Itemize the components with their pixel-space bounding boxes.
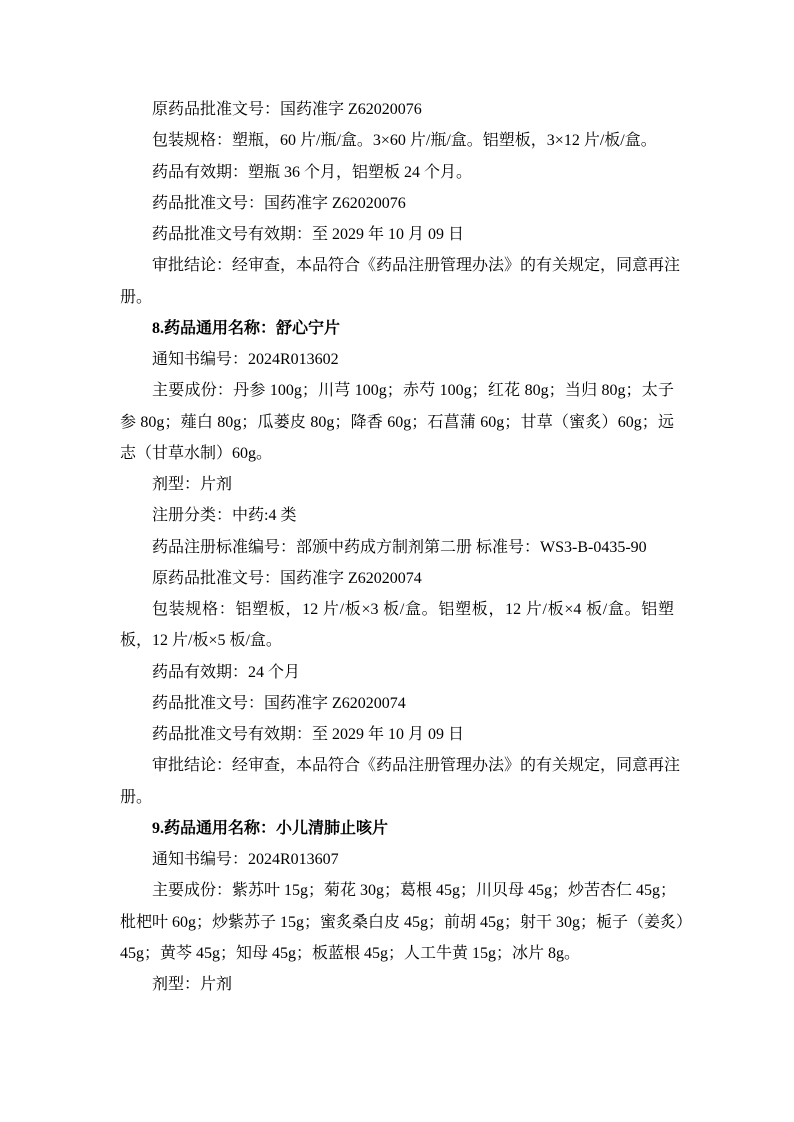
field-package-spec [120,125,674,156]
field-original-approval-number [120,94,674,125]
paragraph-line: 药品批准文号有效期：至 2029 年 10 月 09 日 [152,726,465,743]
field-approval-conclusion [120,750,681,813]
paragraph-line: 原药品批准文号：国药准字 Z62020076 [152,101,422,118]
field-approval-conclusion [120,250,681,313]
paragraph-line: 审批结论：经审查，本品符合《药品注册管理办法》的有关规定，同意再注 [152,257,681,275]
paragraph-line: 审批结论：经审查，本品符合《药品注册管理办法》的有关规定，同意再注 [152,757,681,775]
paragraph-line: 注册分类：中药:4 类 [152,507,297,525]
paragraph-line: 枇杷叶 60g；炒紫苏子 15g；蜜炙桑白皮 45g；前胡 45g；射干 30g；栀子（姜炙） [120,913,693,931]
paragraph-line: 药品有效期：24 个月 [152,663,301,681]
field-approval-number [120,688,674,719]
field-approval-number-validity [120,719,674,750]
field-package-spec [120,594,674,657]
paragraph-line: 通知书编号：2024R013602 [152,351,339,368]
paragraph-line: 药品注册标准编号：部颁中药成方制剂第二册 标准号：WS3-B-0435-90 [152,538,647,556]
paragraph-line: 板，12 片/板×5 板/盒。 [120,632,282,650]
paragraph-line: 剂型：片剂 [152,476,233,493]
field-main-ingredients [120,875,693,969]
field-dosage-form [120,469,674,500]
paragraph-line: 药品批准文号有效期：至 2029 年 10 月 09 日 [152,226,465,243]
field-validity-period [120,157,674,188]
paragraph-line: 册。 [120,788,153,806]
paragraph-line: 册。 [120,288,153,306]
field-registration-standard-number [120,532,674,563]
paragraph-line: 包装规格：塑瓶，60 片/瓶/盒。3×60 片/瓶/盒。铝塑板，3×12 片/板/盒。 [152,132,657,150]
drug-entry-heading-line: 9.药品通用名称：小儿清肺止咳片 [152,819,389,837]
field-notice-number [120,844,674,875]
field-notice-number [120,344,674,375]
field-registration-category [120,500,674,531]
field-original-approval-number [120,563,674,594]
paragraph-line: 参 80g；薤白 80g；瓜蒌皮 80g；降香 60g；石菖蒲 60g；甘草（蜜炙）60g；远 [120,413,674,431]
paragraph-line: 药品有效期：塑瓶 36 个月，铝塑板 24 个月。 [152,163,473,181]
paragraph-line: 45g；黄芩 45g；知母 45g；板蓝根 45g；人工牛黄 15g；冰片 8g。 [120,944,581,962]
paragraph-line: 主要成份：丹参 100g；川芎 100g；赤芍 100g；红花 80g；当归 80g；太子 [152,382,674,400]
drug-entry-heading-line: 8.药品通用名称：舒心宁片 [152,319,341,337]
field-dosage-form [120,969,674,1000]
paragraph-line: 药品批准文号：国药准字 Z62020076 [152,194,406,212]
field-validity-period [120,657,674,688]
paragraph-line: 通知书编号：2024R013607 [152,851,339,868]
paragraph-line: 剂型：片剂 [152,976,233,993]
paragraph-line: 包装规格：铝塑板，12 片/板×3 板/盒。铝塑板，12 片/板×4 板/盒。铝塑 [152,601,674,618]
paragraph-line: 药品批准文号：国药准字 Z62020074 [152,694,406,712]
paragraph-line: 原药品批准文号：国药准字 Z62020074 [152,569,422,587]
heading-entry-9-drug-name [120,813,674,844]
document-body [120,94,693,1000]
paragraph-line: 主要成份：紫苏叶 15g；菊花 30g；葛根 45g；川贝母 45g；炒苦杏仁 45g； [152,882,677,900]
heading-entry-8-drug-name [120,313,674,344]
field-main-ingredients [120,375,674,469]
field-approval-number-validity [120,219,674,250]
paragraph-line: 志（甘草水制）60g。 [120,444,273,462]
field-approval-number [120,188,674,219]
